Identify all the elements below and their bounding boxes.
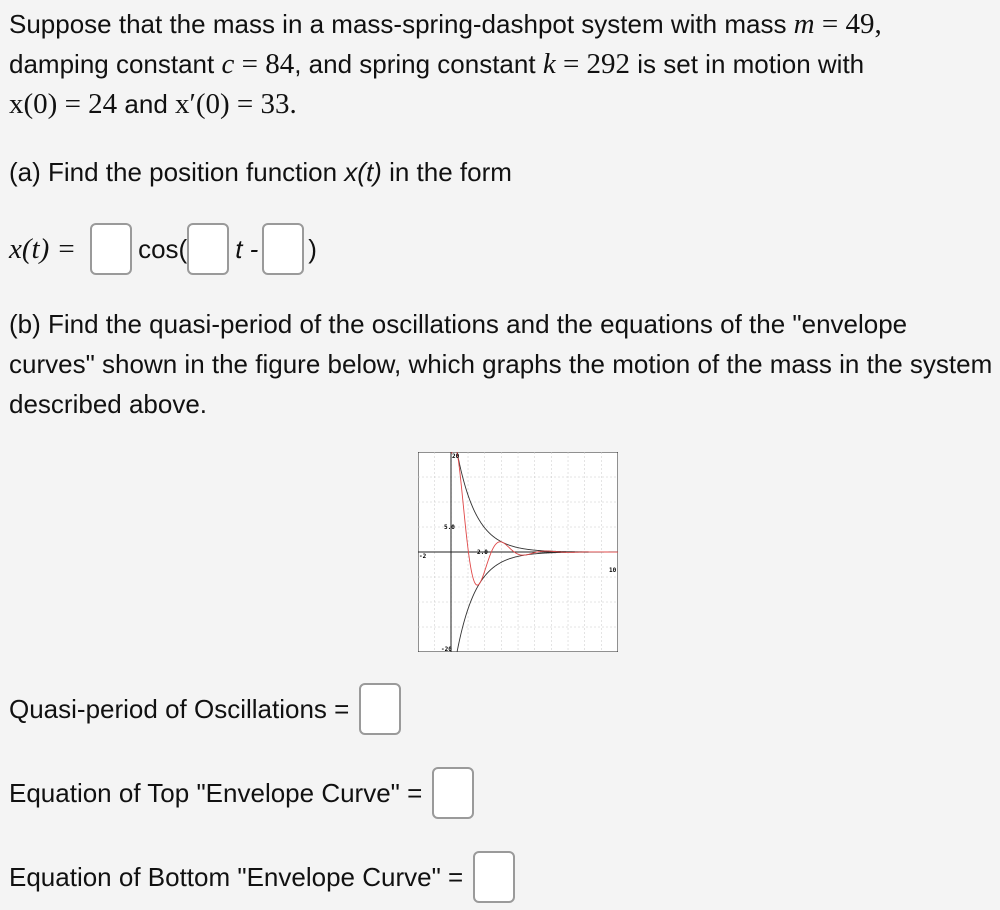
t-minus-label: t - <box>235 234 259 264</box>
problem-statement <box>9 4 994 124</box>
phase-answer-box[interactable] <box>262 223 304 275</box>
motion-graph <box>418 452 618 652</box>
tick-x-right: 10 <box>609 567 617 574</box>
intro-comma: , <box>874 8 882 40</box>
intro-text-3: damping constant <box>9 49 222 79</box>
part-a-text-2: in the form <box>381 157 512 187</box>
quasi-period-row <box>9 682 401 736</box>
bottom-envelope-label: Equation of Bottom "Envelope Curve" = <box>9 862 464 892</box>
top-envelope-answer-box[interactable] <box>432 767 474 819</box>
tick-y-mid: 5.0 <box>444 524 455 531</box>
intro-text-5: is set in motion with <box>630 49 865 79</box>
part-b-prompt: (b) Find the quasi-period of the oscillations and the equations of the "envelope curves" shown in the figure below, which graphs the motion of the mass in the system described above. <box>9 309 993 419</box>
intro-period: . <box>289 88 297 120</box>
initial-velocity: x′(0) = 33 <box>175 88 290 120</box>
part-a-text-1: (a) Find the position function <box>9 157 345 187</box>
intro-text-4: , and spring constant <box>294 49 543 79</box>
formula-lhs: x(t) = <box>9 233 77 265</box>
top-envelope-row <box>9 766 474 820</box>
intro-text-6: and <box>117 89 175 119</box>
spring-symbol: k = 292 <box>542 48 631 80</box>
quasi-period-label: Quasi-period of Oscillations = <box>9 694 350 724</box>
top-envelope-label: Equation of Top "Envelope Curve" = <box>9 778 423 808</box>
tick-y-bottom: -20 <box>441 646 452 652</box>
frequency-answer-box[interactable] <box>187 223 229 275</box>
bottom-envelope-answer-box[interactable] <box>473 851 515 903</box>
tick-y-top: 20 <box>452 453 460 460</box>
amplitude-answer-box[interactable] <box>90 223 132 275</box>
quasi-period-answer-box[interactable] <box>359 683 401 735</box>
part-a-prompt <box>9 152 512 192</box>
cos-label: cos( <box>138 234 188 264</box>
position-formula <box>9 222 317 276</box>
damping-symbol: c = 84 <box>221 48 295 80</box>
mass-symbol: m = 49 <box>793 8 875 40</box>
tick-x-left: -2 <box>419 553 427 560</box>
bottom-envelope-row <box>9 850 515 904</box>
position-function-label: x(t) <box>344 157 382 187</box>
tick-x-mid: 2.0 <box>477 549 488 556</box>
close-paren: ) <box>308 234 317 264</box>
intro-text-1: Suppose that the mass in a mass-spring-dashpot system with mass <box>9 9 794 39</box>
initial-position: x(0) = 24 <box>9 88 118 120</box>
